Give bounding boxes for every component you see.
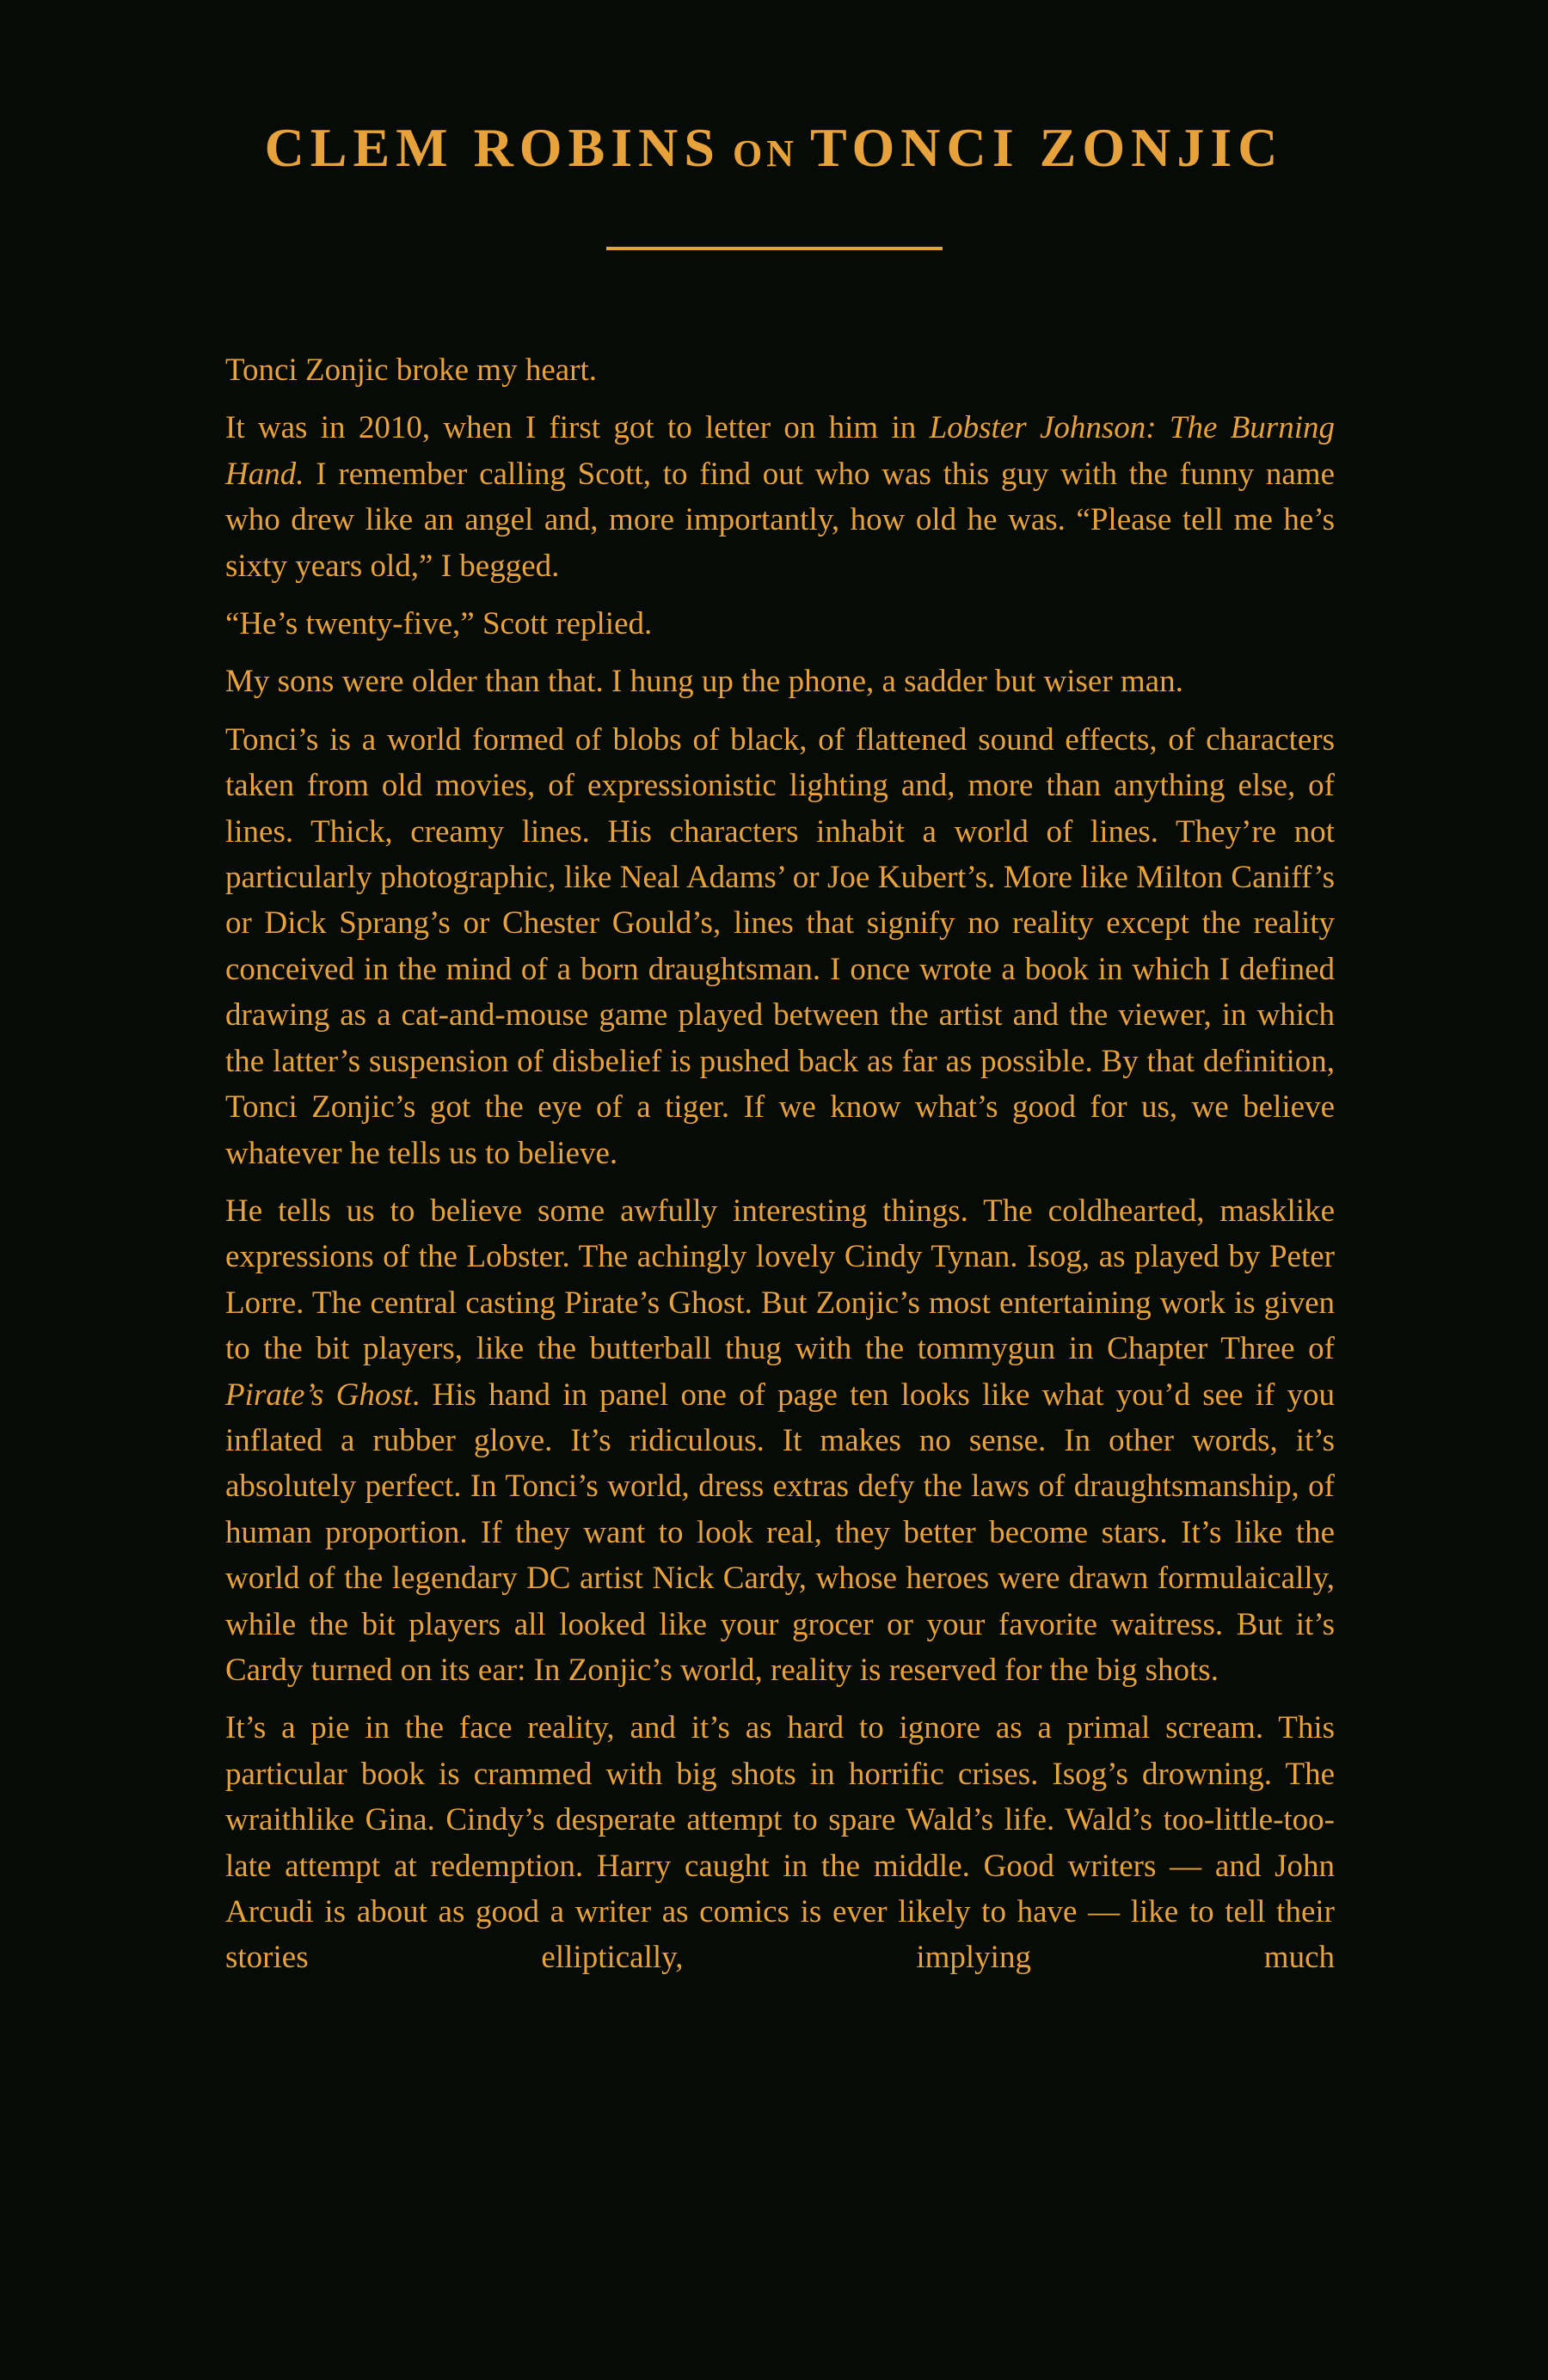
title-divider [606, 247, 943, 250]
paragraph-6-text-a: He tells us to believe some awfully interesting things. The coldhearted, masklike expressions of the Lobster. The achingly lovely Cindy Tynan. Isog, as played by Peter Lorre. The central casting Pirate’s Ghost. But Zonjic’s most entertaining work is given to the bit players, like the butterball thug with the tommygun in Chapter Three of [225, 1193, 1335, 1367]
paragraph-2-text-a: It was in 2010, when I first got to letter on him in [225, 410, 930, 446]
title-author: CLEM ROBINS [264, 117, 721, 178]
page-title [0, 113, 1548, 188]
paragraph-4-text: My sons were older than that. I hung up the phone, a sadder but wiser man. [225, 664, 1183, 700]
paragraph-3-text: “He’s twenty-five,” Scott replied. [225, 606, 653, 642]
title-subject: TONCI ZONJIC [809, 117, 1284, 178]
book-title-lobster-johnson: Lobster Johnson: The Burning Hand. [225, 410, 1335, 492]
paragraph-4 [225, 659, 1335, 704]
article-body [225, 347, 1335, 1993]
paragraph-5 [225, 717, 1335, 1176]
paragraph-1-text: Tonci Zonjic broke my heart. [225, 353, 598, 388]
paragraph-7-text: It’s a pie in the face reality, and it’s as hard to ignore as a primal scream. This particular book is crammed with big shots in horrific crises. Isog’s drowning. The wraithlike Gina. Cindy’s desperate attempt to spare Wald’s life. Wald’s too-little-too-late attempt at redemption. Harry caught in the middle. Good writers — and John Arcudi is about as good a writer as comics is ever likely to have — like to tell their stories elliptically, implying much [225, 1710, 1335, 1976]
paragraph-1 [225, 347, 1335, 393]
paragraph-6 [225, 1188, 1335, 1693]
paragraph-5-text: Tonci’s is a world formed of blobs of black, of flattened sound effects, of characters taken from old movies, of expressionistic lighting and, more than anything else, of lines. Thick, creamy lines. His characters inhabit a world of lines. They’re not particularly photographic, like Neal Adams’ or Joe Kubert’s. More like Milton Caniff’s or Dick Sprang’s or Chester Gould’s, lines that signify no reality except the reality conceived in the mind of a born draughtsman. I once wrote a book in which I defined drawing as a cat-and-mouse game played between the artist and the viewer, in which the latter’s suspension of disbelief is pushed back as far as possible. By that definition, Tonci Zonjic’s got the eye of a tiger. If we know what’s good for us, we believe whatever he tells us to believe. [225, 721, 1335, 1171]
paragraph-6-text-b: . His hand in panel one of page ten looks like what you’d see if you inflated a rubber glove. It’s ridiculous. It makes no sense. In other words, it’s absolutely perfect. In Tonci’s world, dress extras defy the laws of draughtsmanship, of human proportion. If they want to look real, they better become stars. It’s like the world of the legendary DC artist Nick Cardy, whose heroes were drawn formulaically, while the bit players all looked like your grocer or your favorite waitress. But it’s Cardy turned on its ear: In Zonjic’s world, reality is reserved for the big shots. [225, 1377, 1335, 1688]
paragraph-7 [225, 1705, 1335, 1980]
title-connector: ON [732, 132, 798, 175]
paragraph-2 [225, 405, 1335, 589]
paragraph-2-text-b: I remember calling Scott, to find out who was this guy with the funny name who drew like an angel and, more importantly, how old he was. “Please tell me he’s sixty years old,” I begged. [225, 456, 1335, 584]
book-title-pirates-ghost: Pirate’s Ghost [225, 1377, 413, 1413]
paragraph-3 [225, 601, 1335, 647]
